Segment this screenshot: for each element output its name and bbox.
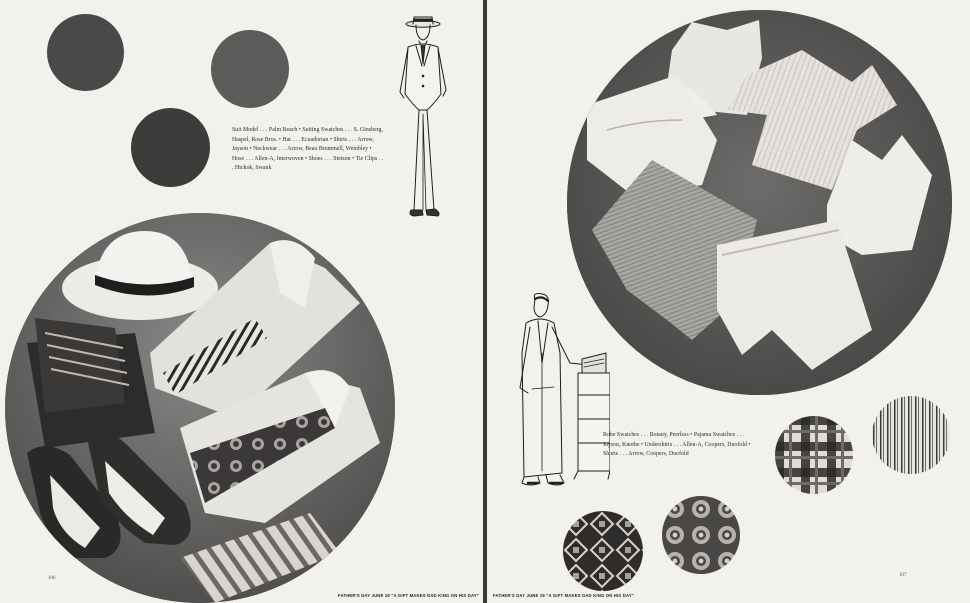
geometric-print-swatch xyxy=(563,511,643,591)
menswear-accessories-photo xyxy=(5,213,395,603)
suiting-swatch-1 xyxy=(47,14,124,91)
suiting-swatch-2 xyxy=(211,30,289,108)
robe-model-illustration xyxy=(502,293,610,495)
plaid-swatch xyxy=(775,416,853,494)
page-number-left: 106 xyxy=(48,576,56,581)
suit-model-illustration xyxy=(392,14,454,222)
suit-caption: Suit Model . . . Palm Beach • Suiting Swatches . . . S. Ginsberg, Haspel, Rose Bros. • Hat . . . Ecuadorian • Shirts . . . Arrow, Jayson • Neckwear . . . Arrow, Beau Brummell, Wembley • Hose . . . Allen-A, Interwoven • Shoes . . . Stetson • Tie Clips . . . Hickok, Swank xyxy=(232,127,384,172)
page-number-right: 107 xyxy=(899,573,907,578)
suiting-swatch-3 xyxy=(131,108,210,187)
robe-caption: Robe Swatches . . . Botany, Peerless • Pajama Swatches . . . Jayson, Knothe • Undershirts . . . Allen-A, Coopers, Duofold • Shorts . . . Arrow, Coopers, Duofold xyxy=(603,432,751,458)
footer-slogan-right: FATHER'S DAY JUNE 19 "A GIFT MAKES DAD KING ON HIS DAY" xyxy=(493,593,634,598)
left-page xyxy=(0,0,483,603)
underwear-photo xyxy=(567,10,952,395)
right-page xyxy=(487,0,970,603)
floral-print-swatch xyxy=(662,496,740,574)
striped-swatch xyxy=(872,396,950,474)
footer-slogan-left: FATHER'S DAY JUNE 19 "A GIFT MAKES DAD KING ON HIS DAY" xyxy=(338,593,479,598)
